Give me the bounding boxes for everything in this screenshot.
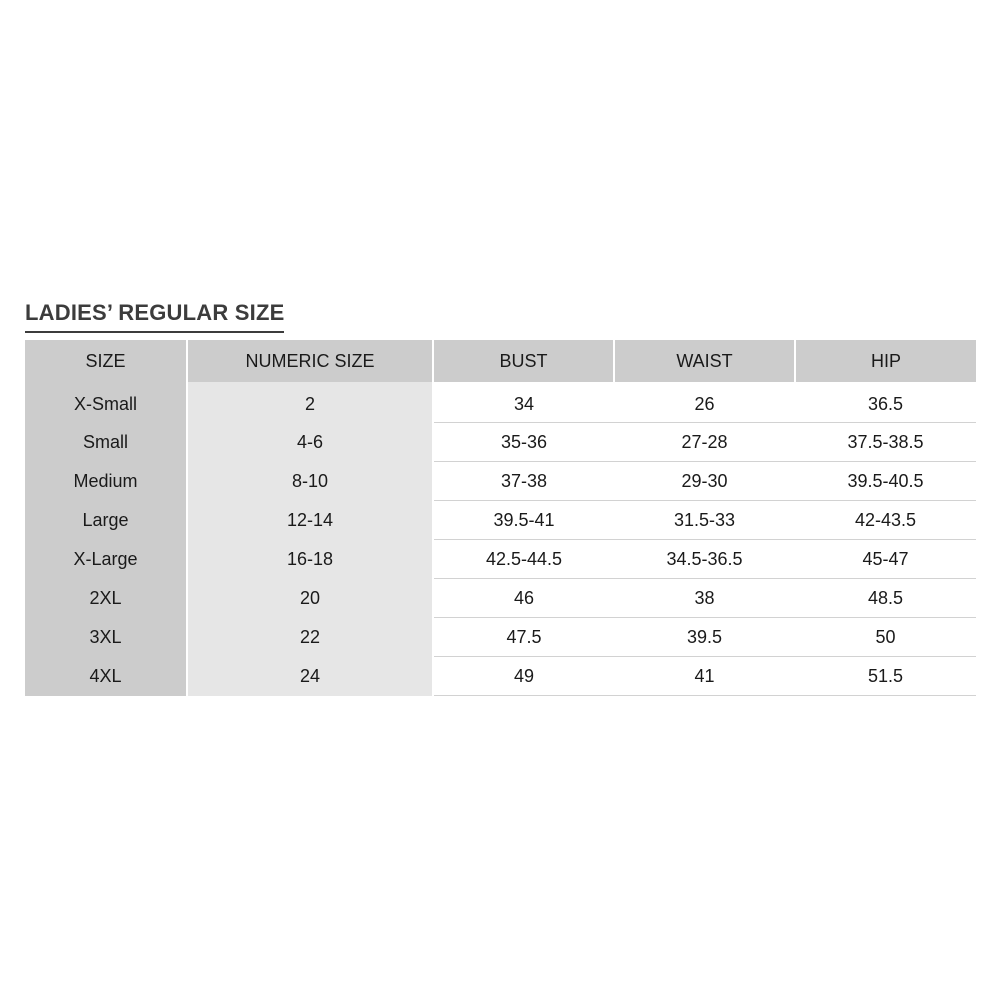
table-row [25, 501, 976, 540]
bust-cell: 39.5-41 [433, 501, 614, 540]
size-cell: Large [25, 501, 187, 540]
table-row [25, 540, 976, 579]
waist-cell: 41 [614, 657, 795, 696]
table-row [25, 657, 976, 696]
waist-cell: 34.5-36.5 [614, 540, 795, 579]
bust-cell: 37-38 [433, 462, 614, 501]
waist-cell: 26 [614, 382, 795, 423]
numeric-size-cell: 24 [187, 657, 433, 696]
table-row [25, 579, 976, 618]
header-bust: BUST [433, 340, 614, 382]
hip-cell: 45-47 [795, 540, 976, 579]
bust-cell: 34 [433, 382, 614, 423]
numeric-size-cell: 22 [187, 618, 433, 657]
bust-cell: 47.5 [433, 618, 614, 657]
table-row [25, 423, 976, 462]
size-chart-table [25, 340, 976, 696]
header-row [25, 340, 976, 382]
hip-cell: 50 [795, 618, 976, 657]
size-cell: X-Large [25, 540, 187, 579]
numeric-size-cell: 4-6 [187, 423, 433, 462]
table-row [25, 382, 976, 423]
hip-cell: 48.5 [795, 579, 976, 618]
hip-cell: 51.5 [795, 657, 976, 696]
bust-cell: 46 [433, 579, 614, 618]
hip-cell: 39.5-40.5 [795, 462, 976, 501]
waist-cell: 31.5-33 [614, 501, 795, 540]
size-cell: Medium [25, 462, 187, 501]
size-cell: 3XL [25, 618, 187, 657]
numeric-size-cell: 2 [187, 382, 433, 423]
waist-cell: 38 [614, 579, 795, 618]
size-cell: X-Small [25, 382, 187, 423]
size-cell: 2XL [25, 579, 187, 618]
bust-cell: 49 [433, 657, 614, 696]
header-waist: WAIST [614, 340, 795, 382]
waist-cell: 39.5 [614, 618, 795, 657]
numeric-size-cell: 12-14 [187, 501, 433, 540]
header-numeric-size: NUMERIC SIZE [187, 340, 433, 382]
waist-cell: 27-28 [614, 423, 795, 462]
waist-cell: 29-30 [614, 462, 795, 501]
hip-cell: 36.5 [795, 382, 976, 423]
bust-cell: 42.5-44.5 [433, 540, 614, 579]
hip-cell: 42-43.5 [795, 501, 976, 540]
numeric-size-cell: 16-18 [187, 540, 433, 579]
size-cell: 4XL [25, 657, 187, 696]
header-hip: HIP [795, 340, 976, 382]
bust-cell: 35-36 [433, 423, 614, 462]
numeric-size-cell: 20 [187, 579, 433, 618]
table-row [25, 618, 976, 657]
header-size: SIZE [25, 340, 187, 382]
chart-title: LADIES’ REGULAR SIZE [25, 300, 284, 333]
numeric-size-cell: 8-10 [187, 462, 433, 501]
table-row [25, 462, 976, 501]
size-cell: Small [25, 423, 187, 462]
hip-cell: 37.5-38.5 [795, 423, 976, 462]
